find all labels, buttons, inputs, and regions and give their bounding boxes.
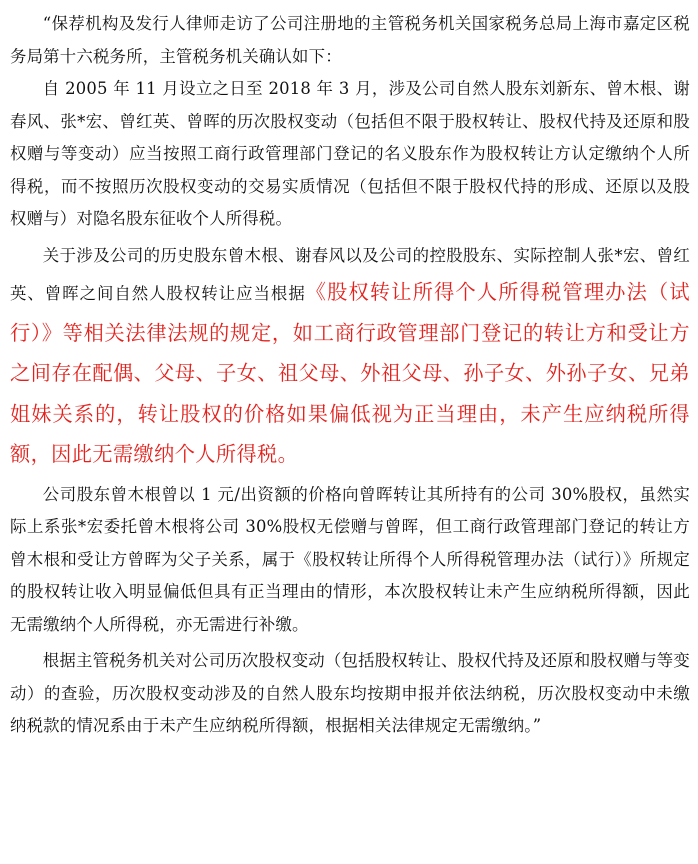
paragraph-tax-verification: 根据主管税务机关对公司历次股权变动（包括股权转让、股权代持及还原和股权赠与等变动）的查验，历次股权变动涉及的自然人股东均按期申报并依法纳税，历次股权变动中未缴纳税款的情况系由于未产生应纳税所得额，根据相关法律规定无需缴纳。”: [10, 651, 690, 735]
paragraph-zeng-transfer: 公司股东曾木根曾以 1 元/出资额的价格向曾晖转让其所持有的公司 30%股权，虽然实际上系张*宏委托曾木根将公司 30%股权无偿赠与曾晖，但工商行政管理部门登记的转让方曾木根和受让方曾晖为父子关系，属于《股权转让所得个人所得税管理办法（试行）》所规定的股权转让收入明显偏低但具有正当理由的情形，本次股权转让未产生应纳税所得额，因此无需缴纳个人所得税，亦无需进行补缴。: [10, 484, 690, 634]
paragraph-intro: “保荐机构及发行人律师走访了公司注册地的主管税务机关国家税务总局上海市嘉定区税务局第十六税务所，主管税务机关确认如下：: [10, 14, 690, 66]
paragraph-transfer-rules: [10, 240, 690, 475]
highlighted-regulation-text: 《股权转让所得个人所得税管理办法（试行）》等相关法律法规的规定，如工商行政管理部门登记的转让方和受让方之间存在配偶、父母、子女、祖父母、外祖父母、孙子女、外孙子女、兄弟姐妹关系的，转让股权的价格如果偏低视为正当理由，未产生应纳税所得额，因此无需缴纳个人所得税。: [10, 280, 690, 466]
transfer-rules-text: 关于涉及公司的历史股东曾木根、谢春风以及公司的控股股东、实际控制人张*宏、曾红英、曾晖之间自然人股权转让应当根据: [10, 245, 690, 303]
paragraph-shareholder-changes: 自 2005 年 11 月设立之日至 2018 年 3 月，涉及公司自然人股东刘新东、曾木根、谢春风、张*宏、曾红英、曾晖的历次股权变动（包括但不限于股权转让、股权代持及还原和股权赠与等变动）应当按照工商行政管理部门登记的名义股东作为股权转让方认定缴纳个人所得税，而不按照历次股权变动的交易实质情况（包括但不限于股权代持的形成、还原以及股权赠与）对隐名股东征收个人所得税。: [10, 79, 690, 228]
